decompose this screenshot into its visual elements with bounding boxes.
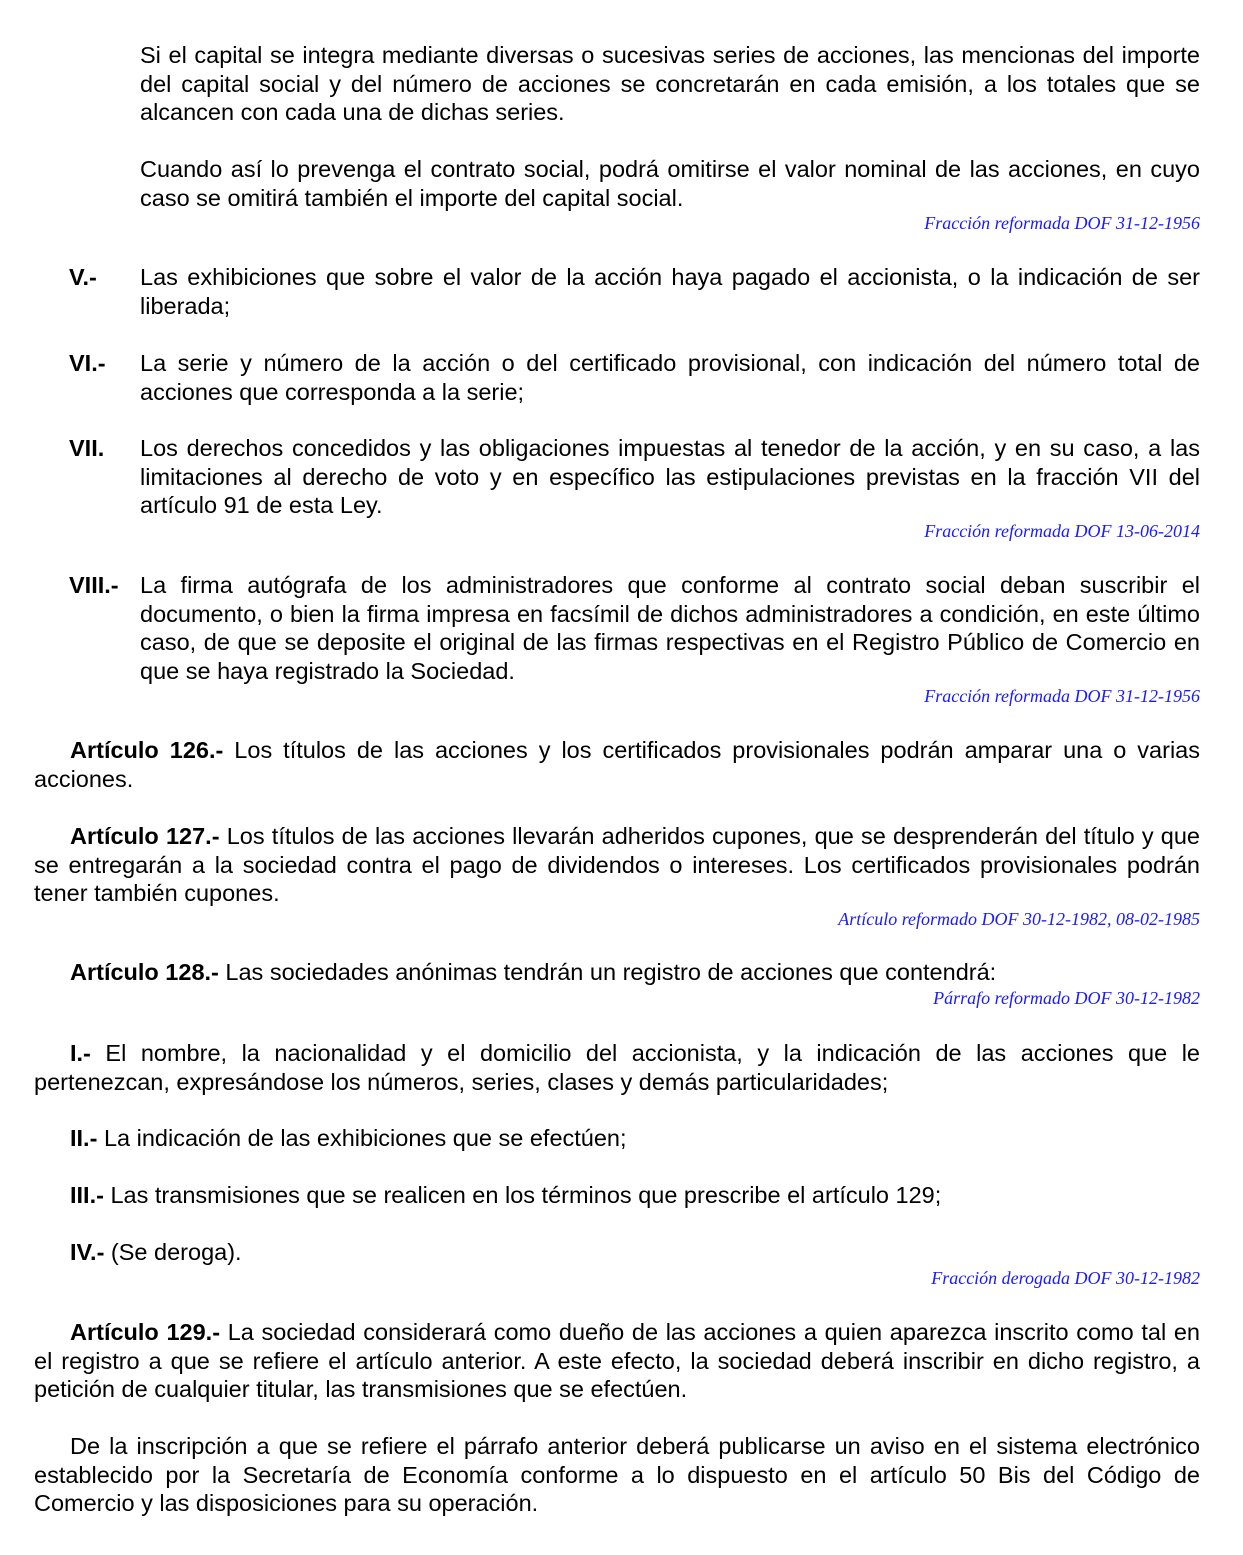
article-129-paragraph-2: De la inscripción a que se refiere el párrafo anterior deberá publicarse un aviso en el sistema electrónico establecido por la Secretaría de Economía conforme a lo dispuesto en el artículo 50 Bis del Código de Comercio y las disposiciones para su operación.	[34, 1433, 1200, 1516]
article-text: Los títulos de las acciones llevarán adheridos cupones, que se desprenderán del título y que se entregarán a la sociedad contra el pago de dividendos o intereses. Los certificados provisionales podrán tener también cupones.	[34, 823, 1200, 906]
article-128-fraction-iv	[34, 1238, 1200, 1267]
reform-note: Fracción reformada DOF 31-12-1956	[924, 686, 1200, 706]
article-label: Artículo 128.-	[70, 959, 219, 985]
article-128-fraction-i	[34, 1039, 1200, 1096]
fraction-number: I.-	[70, 1040, 91, 1066]
reform-note: Fracción reformada DOF 13-06-2014	[924, 521, 1200, 541]
fraction-number: III.-	[70, 1182, 104, 1208]
article-label: Artículo 127.-	[70, 823, 220, 849]
fraction-number: V.-	[69, 264, 97, 290]
fraction-number: II.-	[70, 1125, 98, 1151]
fraction-text: (Se deroga).	[104, 1239, 242, 1265]
reform-note: Artículo reformado DOF 30-12-1982, 08-02-1985	[838, 909, 1200, 929]
reform-note: Fracción derogada DOF 30-12-1982	[931, 1268, 1200, 1288]
continuation-paragraph-1: Si el capital se integra mediante diversas o sucesivas series de acciones, las mencionas del importe del capital social y del número de acciones se concretarán en cada emisión, a los totales que se alcancen con cada una de dichas series.	[140, 42, 1200, 125]
fraction-number: VIII.-	[69, 572, 119, 598]
article-129	[34, 1318, 1200, 1404]
fraction-number: IV.-	[70, 1239, 105, 1265]
article-label: Artículo 129.-	[70, 1319, 221, 1345]
article-128	[34, 958, 1200, 987]
fraction-number: VI.-	[69, 350, 106, 376]
fraction-text: La indicación de las exhibiciones que se efectúen;	[97, 1125, 627, 1151]
reform-note: Párrafo reformado DOF 30-12-1982	[933, 988, 1200, 1008]
continuation-paragraph-2: Cuando así lo prevenga el contrato social, podrá omitirse el valor nominal de las acciones, en cuyo caso se omitirá también el importe del capital social.	[140, 156, 1200, 211]
article-label: Artículo 126.-	[70, 737, 224, 763]
fraction-text: Las transmisiones que se realicen en los términos que prescribe el artículo 129;	[103, 1182, 942, 1208]
article-text: Los títulos de las acciones y los certificados provisionales podrán amparar una o varias acciones.	[34, 737, 1200, 792]
article-127	[34, 822, 1200, 908]
fraction-text: El nombre, la nacionalidad y el domicilio del accionista, y la indicación de las acciones que le pertenezcan, expresándose los números, series, clases y demás particularidades;	[34, 1040, 1200, 1095]
article-128-fraction-ii	[34, 1124, 1200, 1153]
fraction-text: La firma autógrafa de los administradores que conforme al contrato social deban suscribir el documento, o bien la firma impresa en facsímil de dichos administradores a condición, en este último caso, de que se deposite el original de las firmas respectivas en el Registro Público de Comercio en que se haya registrado la Sociedad.	[140, 572, 1200, 684]
article-126	[34, 736, 1200, 793]
reform-note: Fracción reformada DOF 31-12-1956	[924, 213, 1200, 233]
fraction-number: VII.	[69, 435, 105, 461]
fraction-text: Los derechos concedidos y las obligaciones impuestas al tenedor de la acción, y en su caso, a las limitaciones al derecho de voto y en específico las estipulaciones previstas en la fracción VII del artículo 91 de esta Ley.	[140, 435, 1200, 518]
fraction-text: La serie y número de la acción o del certificado provisional, con indicación del número total de acciones que corresponda a la serie;	[140, 350, 1200, 405]
article-text: La sociedad considerará como dueño de las acciones a quien aparezca inscrito como tal en el registro a que se refiere el artículo anterior. A este efecto, la sociedad deberá inscribir en dicho registro, a petición de cualquier titular, las transmisiones que se efectúen.	[34, 1319, 1201, 1402]
article-128-fraction-iii	[34, 1181, 1200, 1210]
article-text: Las sociedades anónimas tendrán un registro de acciones que contendrá:	[218, 959, 997, 985]
fraction-text: Las exhibiciones que sobre el valor de la acción haya pagado el accionista, o la indicación de ser liberada;	[140, 264, 1200, 319]
